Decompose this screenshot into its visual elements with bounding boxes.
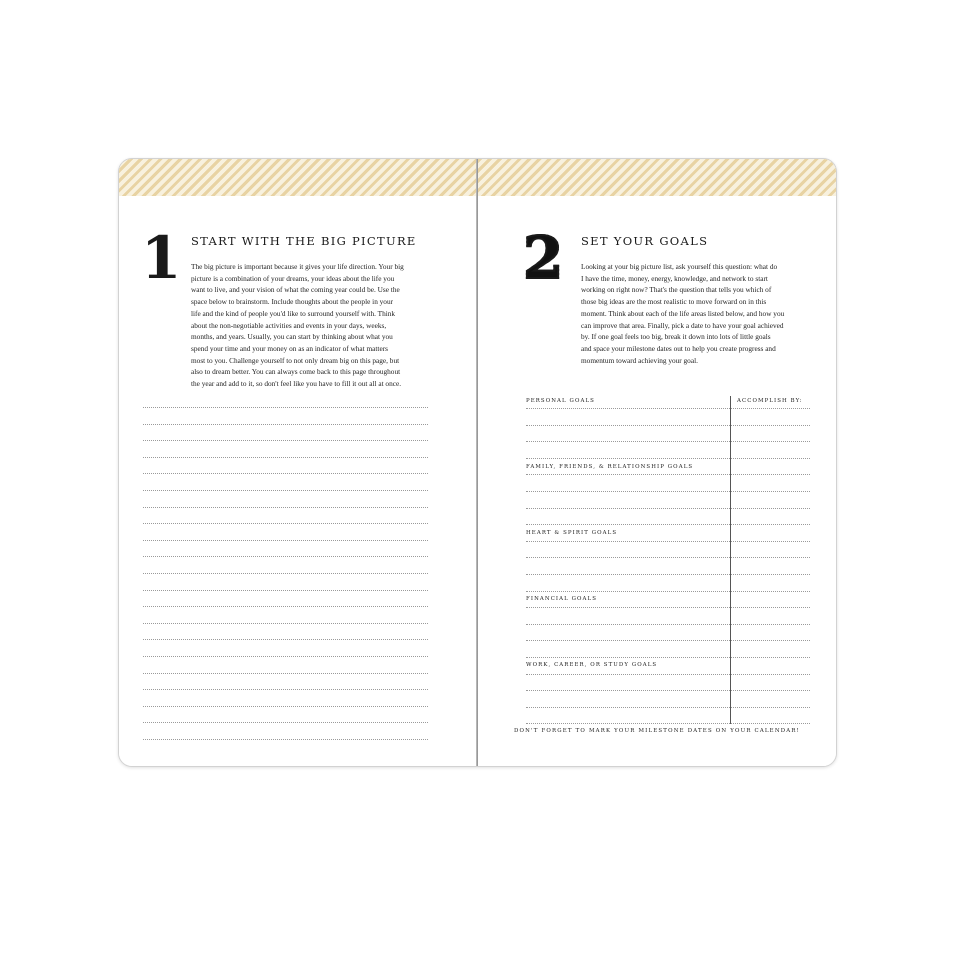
writing-line[interactable] (143, 639, 428, 640)
goal-writing-line[interactable] (526, 491, 810, 492)
goal-writing-line[interactable] (526, 458, 810, 459)
body-text-line: want to live, and your vision of what the coming year could be. Use the (191, 285, 400, 295)
body-text-line: the year and add to it, so don't feel like you have to fill it out all at once. (191, 379, 402, 389)
step-number-1: 1 (141, 224, 182, 292)
decorative-stripe-band (119, 159, 477, 196)
writing-line[interactable] (143, 706, 428, 707)
writing-line[interactable] (143, 556, 428, 557)
writing-line[interactable] (143, 490, 428, 491)
goal-writing-line[interactable] (526, 690, 810, 691)
right-page-body (581, 261, 784, 366)
writing-line[interactable] (143, 590, 428, 591)
writing-line[interactable] (143, 689, 428, 690)
body-text-line: picture is a combination of your dreams, your ideas about the life you (191, 273, 395, 283)
writing-line[interactable] (143, 523, 428, 524)
writing-line[interactable] (143, 573, 428, 574)
right-page (478, 159, 836, 766)
goal-writing-line[interactable] (526, 657, 810, 658)
section-label-financial-goals: FINANCIAL GOALS (526, 596, 598, 602)
section-label-work-goals: WORK, CAREER, OR STUDY GOALS (526, 662, 658, 668)
accomplish-column-divider (730, 396, 731, 724)
milestone-footnote: DON'T FORGET TO MARK YOUR MILESTONE DATES ON YOUR CALENDAR! (514, 728, 800, 734)
body-text-line: I have the time, money, energy, knowledge, and network to start (581, 273, 768, 283)
body-text-line: moment. Think about each of the life areas listed below, and how you (581, 308, 785, 318)
writing-line[interactable] (143, 656, 428, 657)
writing-line[interactable] (143, 739, 428, 740)
goal-writing-line[interactable] (526, 474, 810, 475)
body-text-line: those big ideas are the most realistic to move forward on in this (581, 297, 767, 307)
body-text-line: Looking at your big picture list, ask yourself this question: what do (581, 262, 778, 271)
writing-line[interactable] (143, 407, 428, 408)
goal-writing-line[interactable] (526, 640, 810, 641)
decorative-stripe-band (478, 159, 836, 196)
body-text-line: by. If one goal feels too big, break it down into lots of little goals (581, 332, 771, 342)
goal-writing-line[interactable] (526, 524, 810, 525)
writing-line[interactable] (143, 540, 428, 541)
writing-line[interactable] (143, 507, 428, 508)
writing-line[interactable] (143, 606, 428, 607)
body-text-line: momentum toward achieving your goal. (581, 355, 698, 365)
goal-writing-line[interactable] (526, 674, 810, 675)
goal-writing-line[interactable] (526, 574, 810, 575)
body-text-line: spend your time and your money on as an indicator of what matters (191, 343, 388, 353)
section-label-family-goals: FAMILY, FRIENDS, & RELATIONSHIP GOALS (526, 464, 694, 470)
right-page-title: SET YOUR GOALS (581, 234, 709, 248)
planner-spread (118, 158, 837, 767)
goal-writing-line[interactable] (526, 591, 810, 592)
body-text-line: can improve that area. Finally, pick a date to have your goal achieved (581, 320, 784, 330)
writing-line[interactable] (143, 473, 428, 474)
body-text-line: months, and years. Usually, you can start by thinking about what you (191, 332, 393, 342)
goal-writing-line[interactable] (526, 557, 810, 558)
body-text-line: also to dream better. You can always come back to this page throughout (191, 367, 401, 377)
left-page (119, 159, 477, 766)
writing-line[interactable] (143, 440, 428, 441)
goal-writing-line[interactable] (526, 723, 810, 724)
goal-writing-line[interactable] (526, 408, 810, 409)
goal-writing-line[interactable] (526, 425, 810, 426)
writing-line[interactable] (143, 457, 428, 458)
goal-writing-line[interactable] (526, 541, 810, 542)
goal-writing-line[interactable] (526, 508, 810, 509)
writing-line[interactable] (143, 722, 428, 723)
left-page-body (191, 261, 404, 390)
writing-line[interactable] (143, 623, 428, 624)
goal-writing-line[interactable] (526, 607, 810, 608)
writing-line[interactable] (143, 673, 428, 674)
body-text-line: working on right now? That's the question that tells you which of (581, 285, 772, 295)
section-label-personal-goals: PERSONAL GOALS (526, 398, 595, 404)
goal-writing-line[interactable] (526, 707, 810, 708)
goal-writing-line[interactable] (526, 441, 810, 442)
section-label-heart-spirit-goals: HEART & SPIRIT GOALS (526, 530, 618, 536)
body-text-line: life and the kind of people you'd like to surround yourself with. Think (191, 308, 396, 318)
step-number-2: 2 (523, 224, 564, 292)
body-text-line: about the non-negotiable activities and events in your days, weeks, (191, 320, 387, 330)
body-text-line: space below to brainstorm. Include thoughts about the people in your (191, 297, 394, 307)
left-page-title: START WITH THE BIG PICTURE (191, 234, 417, 248)
body-text-line: The big picture is important because it gives your life direction. Your big (191, 262, 404, 271)
goal-writing-line[interactable] (526, 624, 810, 625)
writing-line[interactable] (143, 424, 428, 425)
body-text-line: most to you. Challenge yourself to not only dream big on this page, but (191, 355, 400, 365)
body-text-line: and space your milestone dates out to help you create progress and (581, 343, 776, 353)
accomplish-by-header: ACCOMPLISH BY: (737, 398, 803, 404)
